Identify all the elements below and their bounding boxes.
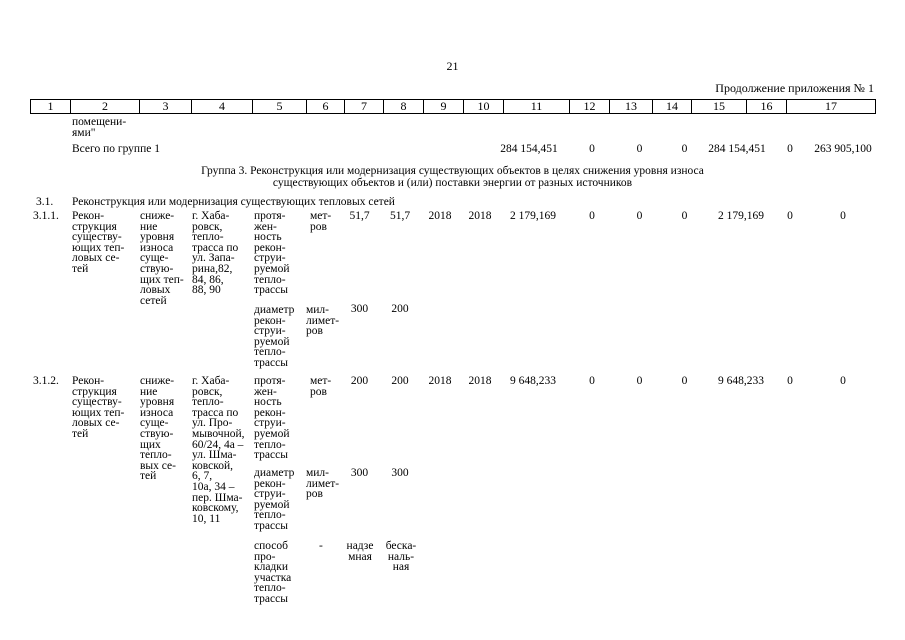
- group-title-line: Группа 3. Реконструкция или модернизация существующих объектов в целях снижения уровня износа: [201, 165, 704, 177]
- column-header: 5: [253, 100, 307, 114]
- column-header: 8: [384, 100, 424, 114]
- param-value-8: 300: [391, 467, 409, 479]
- param-value-7: 51,7: [349, 210, 370, 222]
- carry-over-text: помещени- ями": [72, 116, 127, 139]
- param-name: диаметр рекон- струи- руемой тепло- трассы: [254, 304, 295, 369]
- column-header: 16: [747, 100, 787, 114]
- column-header: 17: [787, 100, 876, 114]
- row-year-start: 2018: [428, 210, 452, 222]
- param-value-7: 200: [350, 375, 369, 387]
- param-value-8: 200: [391, 303, 409, 315]
- param-value-8: 200: [391, 375, 409, 387]
- row-c15: 2 179,169: [718, 210, 764, 222]
- column-header: 6: [307, 100, 345, 114]
- continuation-note: Продолжение приложения № 1: [715, 81, 874, 95]
- column-header-table: [30, 99, 876, 114]
- param-unit: -: [319, 540, 323, 552]
- group-title: [0, 166, 905, 189]
- column-header: 13: [610, 100, 653, 114]
- row-c17: 0: [840, 375, 846, 387]
- row-goal: сниже- ние уровня износа суще- ствую- щих теп- ловых сетей: [140, 210, 184, 307]
- group-title-line: существующих объектов и (или) поставки энергии от разных источников: [272, 176, 633, 189]
- row-name: Рекон- струкция существу- ющих теп- ловых се- тей: [72, 210, 125, 275]
- group-total-c14: 0: [681, 143, 688, 155]
- row-number: 3.1.1.: [33, 210, 59, 222]
- row-c17: 0: [840, 210, 846, 222]
- param-value-7: 300: [350, 467, 369, 479]
- column-header-row: [31, 100, 876, 114]
- group-total-c15: 284 154,451: [708, 143, 766, 155]
- row-c13: 0: [636, 375, 643, 387]
- row-name: Рекон- струкция существу- ющих теп- ловых се- тей: [72, 375, 125, 440]
- row-c11: 9 648,233: [510, 375, 556, 387]
- row-c16: 0: [787, 210, 793, 222]
- group-total-c16: 0: [787, 143, 793, 155]
- group-total-label: Всего по группе 1: [72, 143, 160, 155]
- row-location: г. Хаба- ровск, тепло- трасса по ул. Про- мывочной, 60/24, 4а – ул. Шма- ковской, 6, 7, 10а, 34 – пер. Шма- ковскому, 10, 11: [192, 375, 245, 525]
- column-header: 2: [71, 100, 140, 114]
- row-year-end: 2018: [468, 375, 492, 387]
- page-number: 21: [446, 59, 459, 73]
- column-header: 15: [692, 100, 747, 114]
- group-total-c13: 0: [636, 143, 643, 155]
- row-number: 3.1.2.: [33, 375, 59, 387]
- column-header: 11: [504, 100, 570, 114]
- row-location: г. Хаба- ровск, тепло- трасса по ул. Запа- рина,82, 84, 86, 88, 90: [192, 210, 239, 297]
- group-total-c17: 263 905,100: [814, 143, 872, 155]
- row-goal: сниже- ние уровня износа суще- ствую- щих тепло- вых се- тей: [140, 375, 176, 483]
- column-header: 12: [570, 100, 610, 114]
- param-name: диаметр рекон- струи- руемой тепло- трассы: [254, 467, 295, 532]
- param-unit: мет- ров: [310, 375, 332, 398]
- column-header: 4: [192, 100, 253, 114]
- param-name: протя- жен- ность рекон- струи- руемой тепло- трассы: [254, 375, 290, 462]
- column-header: 14: [653, 100, 692, 114]
- param-name: протя- жен- ность рекон- струи- руемой тепло- трассы: [254, 210, 290, 297]
- param-unit: мил- лимет- ров: [306, 467, 340, 501]
- column-header: 7: [345, 100, 384, 114]
- group-total-c12: 0: [589, 143, 595, 155]
- group-total-c11: 284 154,451: [500, 143, 558, 155]
- param-name: способ про- кладки участка тепло- трассы: [254, 540, 292, 605]
- row-year-end: 2018: [468, 210, 492, 222]
- param-value-7: надзе мная: [346, 540, 374, 563]
- section-title: Реконструкция или модернизация существующих тепловых сетей: [72, 196, 395, 208]
- row-c15: 9 648,233: [718, 375, 764, 387]
- row-c11: 2 179,169: [510, 210, 556, 222]
- column-header: 10: [464, 100, 504, 114]
- column-header: 9: [424, 100, 464, 114]
- row-c12: 0: [589, 375, 595, 387]
- row-c16: 0: [787, 375, 793, 387]
- row-c13: 0: [636, 210, 643, 222]
- row-c12: 0: [589, 210, 595, 222]
- row-c14: 0: [681, 375, 688, 387]
- column-header: 1: [31, 100, 71, 114]
- param-unit: мил- лимет- ров: [306, 304, 340, 338]
- param-unit: мет- ров: [310, 210, 332, 233]
- section-number: 3.1.: [36, 196, 54, 208]
- param-value-8: беска- наль- ная: [385, 540, 417, 574]
- param-value-7: 300: [350, 303, 369, 315]
- param-value-8: 51,7: [389, 210, 411, 222]
- row-year-start: 2018: [428, 375, 452, 387]
- column-header: 3: [140, 100, 192, 114]
- row-c14: 0: [681, 210, 688, 222]
